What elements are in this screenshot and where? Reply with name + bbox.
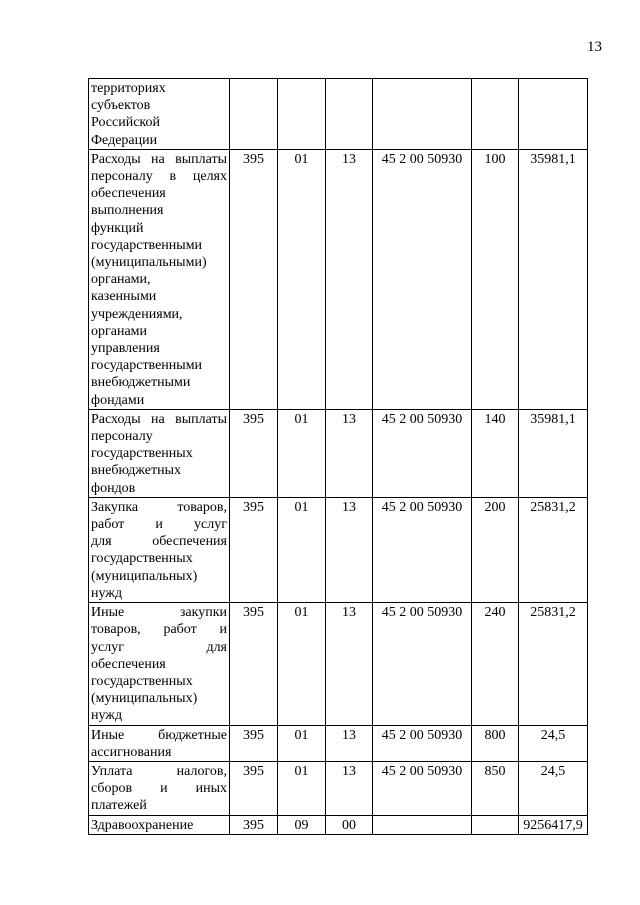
expense-name-line: ассигнования [91, 744, 172, 760]
cell-amount: 35981,1 [519, 409, 588, 497]
cell-department-code [230, 79, 278, 150]
cell-expense-name [89, 603, 230, 725]
expense-name-line: функций [91, 220, 144, 236]
cell-expense-type-code [472, 79, 519, 150]
cell-expense-name [89, 725, 230, 761]
expense-name-line: работ и услуг [91, 517, 227, 533]
cell-expense-name [89, 497, 230, 602]
expense-name-line: фондов [91, 480, 136, 496]
cell-amount [519, 79, 588, 150]
expense-name-line: управления [91, 341, 160, 357]
expense-name-line: органами [91, 323, 148, 339]
cell-expense-type-code: 850 [472, 761, 519, 815]
cell-subsection-code: 00 [326, 815, 373, 834]
cell-subsection-code: 13 [326, 603, 373, 725]
expense-name-line: (муниципальными) [91, 255, 207, 271]
cell-expense-type-code: 100 [472, 149, 519, 409]
cell-target-item-code [373, 79, 472, 150]
expense-name-line: выполнения [91, 203, 164, 219]
expense-name-line: (муниципальных) [91, 691, 198, 707]
table-row [89, 725, 588, 761]
cell-expense-name [89, 79, 230, 150]
expense-name-line: нужд [91, 708, 123, 724]
cell-subsection-code: 13 [326, 497, 373, 602]
table-row [89, 149, 588, 409]
cell-section-code: 01 [278, 725, 326, 761]
table-row [89, 761, 588, 815]
cell-expense-name [89, 761, 230, 815]
table-row [89, 409, 588, 497]
cell-target-item-code: 45 2 00 50930 [373, 497, 472, 602]
cell-department-code: 395 [230, 409, 278, 497]
cell-target-item-code [373, 815, 472, 834]
expense-name-line: учреждениями, [91, 306, 183, 322]
cell-department-code: 395 [230, 815, 278, 834]
expense-name-line: платежей [91, 798, 147, 814]
cell-amount: 35981,1 [519, 149, 588, 409]
expense-name-line: обеспечения [91, 656, 166, 672]
expense-name-line: нужд [91, 585, 123, 601]
cell-department-code: 395 [230, 725, 278, 761]
expense-name-line: персоналу [91, 429, 153, 445]
cell-amount: 24,5 [519, 761, 588, 815]
expense-name-line: Иные бюджетные [91, 727, 227, 743]
cell-expense-type-code: 800 [472, 725, 519, 761]
table-row [89, 815, 588, 834]
expense-name-line: для обеспечения [91, 534, 227, 550]
expense-name-line: обеспечения [91, 186, 166, 202]
table-body [89, 79, 588, 835]
cell-section-code: 01 [278, 409, 326, 497]
cell-subsection-code: 13 [326, 149, 373, 409]
expense-name-line: услуг для [91, 639, 227, 655]
expense-name-line: субъектов [91, 98, 151, 114]
expense-name-line: фондами [91, 392, 145, 408]
expense-name-line: государственными [91, 358, 203, 374]
expense-name-line: внебюджетными [91, 375, 191, 391]
cell-target-item-code: 45 2 00 50930 [373, 603, 472, 725]
cell-department-code: 395 [230, 603, 278, 725]
cell-department-code: 395 [230, 761, 278, 815]
page-number: 13 [587, 39, 602, 55]
cell-target-item-code: 45 2 00 50930 [373, 725, 472, 761]
table-row [89, 79, 588, 150]
cell-target-item-code: 45 2 00 50930 [373, 409, 472, 497]
cell-section-code [278, 79, 326, 150]
cell-subsection-code: 13 [326, 725, 373, 761]
cell-subsection-code [326, 79, 373, 150]
cell-section-code: 01 [278, 497, 326, 602]
budget-table [88, 78, 588, 835]
expense-name-line: Федерации [91, 132, 158, 148]
cell-expense-name [89, 409, 230, 497]
expense-name-line: государственных [91, 446, 193, 462]
cell-section-code: 01 [278, 761, 326, 815]
cell-expense-name [89, 149, 230, 409]
cell-target-item-code: 45 2 00 50930 [373, 761, 472, 815]
expense-name-line: (муниципальных) [91, 568, 198, 584]
cell-subsection-code: 13 [326, 409, 373, 497]
expense-name-line: территориях [91, 81, 166, 96]
cell-expense-type-code [472, 815, 519, 834]
cell-amount: 24,5 [519, 725, 588, 761]
expense-name-line: внебюджетных [91, 463, 182, 479]
cell-expense-type-code: 240 [472, 603, 519, 725]
cell-section-code: 09 [278, 815, 326, 834]
cell-subsection-code: 13 [326, 761, 373, 815]
cell-section-code: 01 [278, 149, 326, 409]
expense-name-line: казенными [91, 289, 157, 305]
cell-expense-type-code: 140 [472, 409, 519, 497]
cell-department-code: 395 [230, 497, 278, 602]
expense-name-line: Здравоохранение [91, 817, 194, 833]
table-row [89, 603, 588, 725]
expense-name-line: Расходы на выплаты [91, 411, 227, 427]
expense-name-line: государственными [91, 237, 203, 253]
expense-name-line: органами, [91, 272, 151, 288]
expense-name-line: Российской [91, 115, 160, 131]
expense-name-line: Расходы на выплаты [91, 151, 227, 167]
expense-name-line: сборов и иных [91, 781, 227, 797]
expense-name-line: товаров, работ и [91, 622, 227, 638]
expense-name-line: персоналу в целях [91, 169, 227, 185]
expense-name-line: Закупка товаров, [91, 499, 227, 515]
cell-amount: 25831,2 [519, 497, 588, 602]
cell-expense-name [89, 815, 230, 834]
expense-name-line: государственных [91, 551, 193, 567]
cell-target-item-code: 45 2 00 50930 [373, 149, 472, 409]
cell-section-code: 01 [278, 603, 326, 725]
table-row [89, 497, 588, 602]
expense-name-line: Иные закупки [91, 605, 227, 621]
cell-department-code: 395 [230, 149, 278, 409]
expense-name-line: Уплата налогов, [91, 763, 227, 779]
cell-amount: 9256417,9 [519, 815, 588, 834]
cell-expense-type-code: 200 [472, 497, 519, 602]
cell-amount: 25831,2 [519, 603, 588, 725]
expense-name-line: государственных [91, 673, 193, 689]
